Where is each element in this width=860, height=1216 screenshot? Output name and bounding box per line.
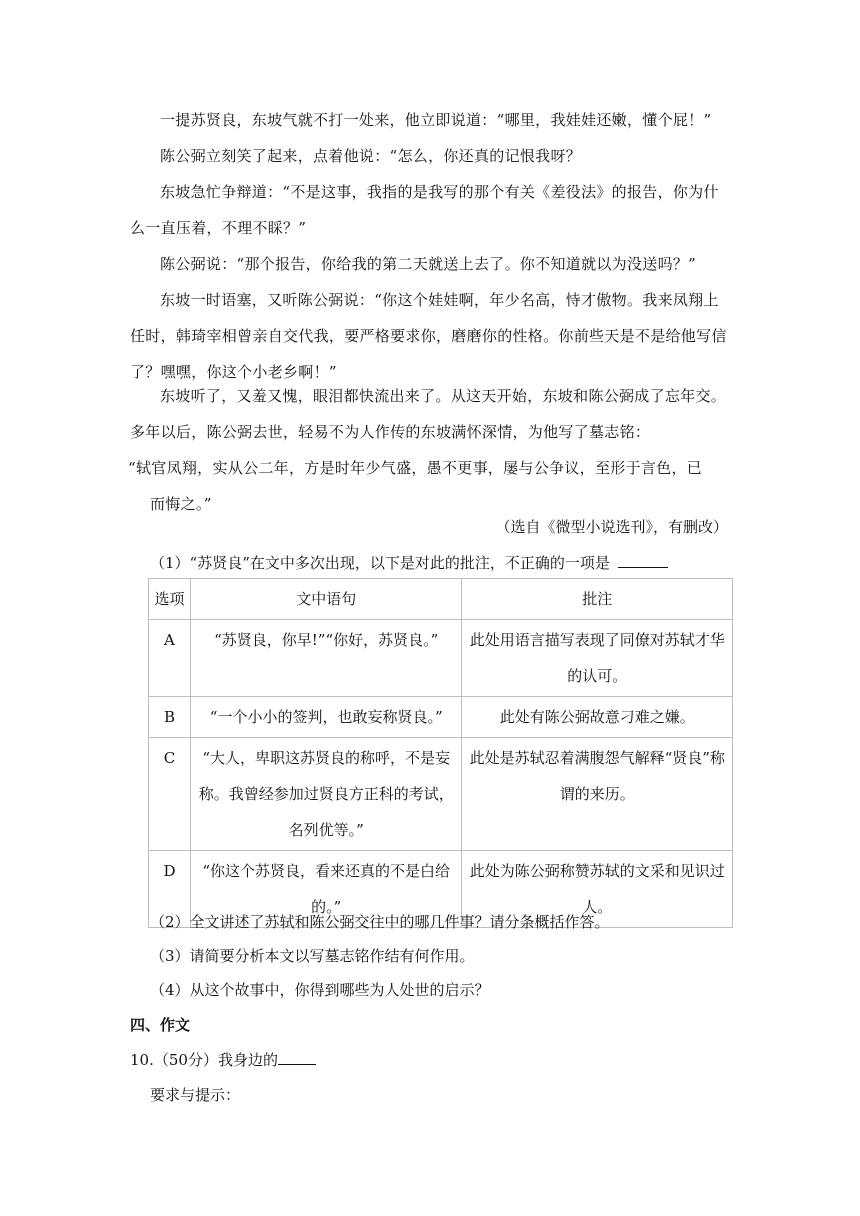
epitaph-line-1: “轼官凤翔，实从公二年，方是时年少气盛，愚不更事，屡与公争议，至形于言色，已	[128, 459, 703, 477]
question-2: （2）全文讲述了苏轼和陈公弼交往中的哪几件事？请分条概括作答。	[150, 913, 610, 931]
sentence-cell: “苏贤良，你早!”“你好，苏贤良。”	[190, 620, 462, 697]
requirements-label: 要求与提示：	[150, 1086, 241, 1104]
problem-10	[130, 1043, 316, 1077]
source-citation: （选自《微型小说选刊》，有删改）	[495, 518, 728, 536]
option-label: A	[149, 620, 191, 697]
answer-blank[interactable]	[618, 551, 668, 568]
sentence-cell: “大人，卑职这苏贤良的称呼，不是妄称。我曾经参加过贤良方正科的考试，名列优等。”	[190, 738, 462, 851]
option-label: D	[149, 851, 191, 928]
option-label: C	[149, 738, 191, 851]
note-cell: 此处用语言描写表现了同僚对苏轼才华的认可。	[462, 620, 733, 697]
epitaph-line-2: 而悔之。”	[150, 495, 212, 513]
paragraph-5: 东坡一时语塞，又听陈公弼说：“你这个娃娃啊，年少名高，恃才傲物。我来凤翔上任时，韩琦宰相曾亲自交代我，要严格要求你，磨磨你的性格。你前些天是不是给他写信了？嘿嘿，你这个小老乡啊！”	[130, 291, 727, 381]
question-1	[150, 546, 668, 580]
note-cell: 此处有陈公弼故意刁难之嫌。	[462, 697, 733, 738]
option-label: B	[149, 697, 191, 738]
section-title: 四、作文	[130, 1016, 191, 1034]
note-cell: 此处为陈公弼称赞苏轼的文采和见识过人。	[462, 851, 733, 928]
question-1-text: （1）“苏贤良”在文中多次出现，以下是对此的批注，不正确的一项是	[150, 554, 610, 572]
table-row	[149, 620, 733, 697]
header-note: 批注	[462, 579, 733, 620]
note-cell: 此处是苏轼忍着满腹怨气解释“贤良”称谓的来历。	[462, 738, 733, 851]
paragraph-2: 陈公弼立刻笑了起来，点着他说：“怎么，你还真的记恨我呀？	[160, 147, 582, 165]
sentence-cell: “一个小小的签判，也敢妄称贤良。”	[190, 697, 462, 738]
header-option: 选项	[149, 579, 191, 620]
question-3: （3）请简要分析本文以写墓志铭作结有何作用。	[150, 947, 475, 965]
problem-10-text: 10.（50分）我身边的	[130, 1051, 278, 1069]
paragraph-3: 东坡急忙争辩道：“不是这事，我指的是我写的那个有关《差役法》的报告，你为什么一直压着，不理不睬？”	[130, 183, 719, 237]
table-row	[149, 697, 733, 738]
table-row	[149, 738, 733, 851]
paragraph-4: 陈公弼说：“那个报告，你给我的第二天就送上去了。你不知道就以为没送吗？”	[160, 255, 697, 273]
sentence-cell: “你这个苏贤良，看来还真的不是白给的。”	[190, 851, 462, 928]
table-header-row	[149, 579, 733, 620]
question-4: （4）从这个故事中，你得到哪些为人处世的启示？	[150, 981, 490, 999]
title-blank[interactable]	[278, 1048, 316, 1065]
annotation-table	[148, 578, 733, 928]
paragraph-1: 一提苏贤良，东坡气就不打一处来，他立即说道：“哪里，我娃娃还嫩，懂个屁！”	[160, 111, 712, 129]
header-sentence: 文中语句	[190, 579, 462, 620]
paragraph-6: 东坡听了，又羞又愧，眼泪都快流出来了。从这天开始，东坡和陈公弼成了忘年交。多年以后，陈公弼去世，轻易不为人作传的东坡满怀深情，为他写了墓志铭：	[130, 387, 727, 441]
